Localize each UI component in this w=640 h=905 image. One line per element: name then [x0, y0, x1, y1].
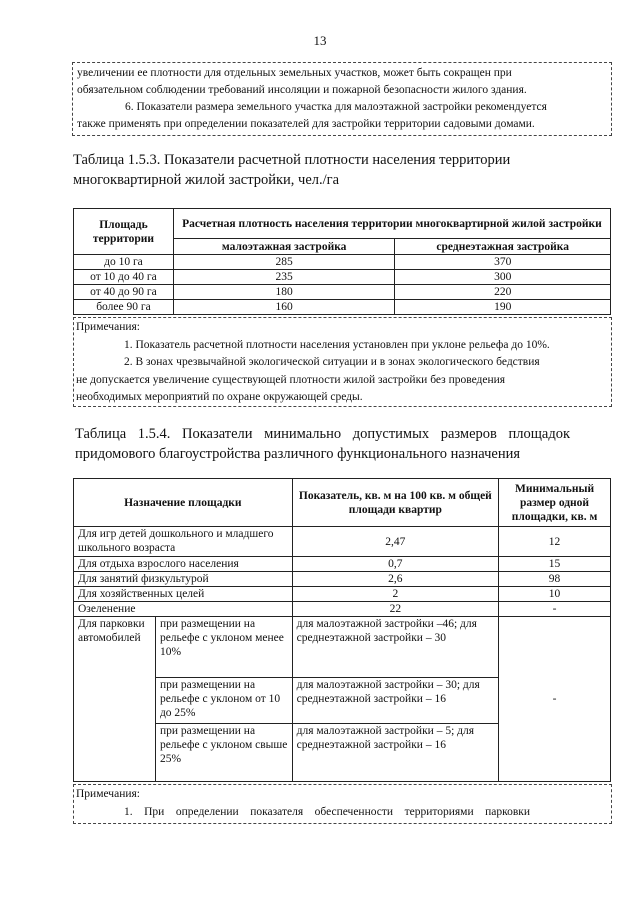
table-row [74, 602, 611, 617]
text-line: также применять при определении показателей для застройки территории садовыми домами. [77, 118, 535, 130]
cell-parking-min: - [499, 617, 611, 782]
table-row [74, 255, 611, 270]
page-number: 13 [313, 33, 327, 48]
table-row [74, 617, 611, 678]
caption-line: Таблица 1.5.4. Показатели минимально допустимых размеров площадок [75, 426, 571, 442]
caption-line: придомового благоустройства различного функционального назначения [75, 446, 521, 462]
notes-title: Примечания: [76, 321, 140, 333]
header-purpose: Назначение площадки [74, 479, 293, 527]
note-2-cont: необходимых мероприятий по охране окружающей среды. [76, 391, 363, 403]
table-row [74, 572, 611, 587]
cell-purpose: Для отдыха взрослого населения [74, 557, 293, 572]
notes-title: Примечания: [76, 788, 140, 800]
note-1: 1. Показатель расчетной плотности населения установлен при уклоне рельефа до 10%. [124, 338, 550, 351]
cell-mid: 300 [395, 270, 611, 285]
cell-min: 12 [499, 527, 611, 557]
cell-parking-condition: при размещении на рельефе с уклоном свыше 25% [155, 724, 292, 782]
table1-caption [73, 150, 613, 190]
note-2-cont: не допускается увеличение существующей плотности жилой застройки без проведения [76, 373, 506, 386]
cell-area: до 10 га [74, 255, 174, 270]
cell-mid: 190 [395, 300, 611, 315]
cell-parking-value: для малоэтажной застройки – 30; для среднеэтажной застройки – 16 [292, 678, 498, 724]
caption-line: многоквартирной жилой застройки, чел./га [73, 172, 340, 188]
header-min-size: Минимальный размер одной площадки, кв. м [499, 479, 611, 527]
table-row [74, 300, 611, 315]
cell-parking-condition: при размещении на рельефе с уклоном менее 10% [155, 617, 292, 678]
cell-parking-condition: при размещении на рельефе с уклоном от 10 до 25% [155, 678, 292, 724]
population-density-table [73, 208, 611, 315]
table-row [74, 587, 611, 602]
note-2: 2. В зонах чрезвычайной экологической ситуации и в зонах экологического бедствия [124, 356, 540, 368]
cell-low: 235 [173, 270, 395, 285]
header-density: Расчетная плотность населения территории многоквартирной жилой застройки [173, 209, 610, 239]
cell-indicator: 2,47 [292, 527, 498, 557]
header-mid-rise: среднеэтажная застройка [395, 239, 611, 255]
table-row [74, 527, 611, 557]
note-1: 1. При определении показателя обеспеченности территориями парковки [124, 805, 531, 818]
cell-low: 180 [173, 285, 395, 300]
header-low-rise: малоэтажная застройка [173, 239, 395, 255]
cell-mid: 220 [395, 285, 611, 300]
table2-caption [75, 424, 610, 464]
cell-area: от 10 до 40 га [74, 270, 174, 285]
cell-indicator: 22 [292, 602, 498, 617]
cell-low: 160 [173, 300, 395, 315]
cell-parking-value: для малоэтажной застройки – 5; для среднеэтажной застройки – 16 [292, 724, 498, 782]
header-area: Площадь территории [74, 209, 174, 255]
cell-parking-value: для малоэтажной застройки –46; для среднеэтажной застройки – 30 [292, 617, 498, 678]
playground-sizes-table [73, 478, 611, 782]
cell-mid: 370 [395, 255, 611, 270]
table-row [74, 557, 611, 572]
cell-min: - [499, 602, 611, 617]
table1-notes-box [73, 317, 612, 407]
caption-line: Таблица 1.5.3. Показатели расчетной плотности населения территории [73, 152, 511, 168]
cell-min: 98 [499, 572, 611, 587]
cell-purpose: Озеленение [74, 602, 293, 617]
header-indicator: Показатель, кв. м на 100 кв. м общей площади квартир [292, 479, 498, 527]
cell-low: 285 [173, 255, 395, 270]
cell-area: более 90 га [74, 300, 174, 315]
continuation-paragraph-box [72, 62, 612, 136]
cell-area: от 40 до 90 га [74, 285, 174, 300]
cell-parking-label: Для парковки автомобилей [74, 617, 156, 782]
text-line: обязательном соблюдении требований инсоляции и пожарной безопасности жилого здания. [77, 84, 527, 96]
cell-indicator: 0,7 [292, 557, 498, 572]
text-line: 6. Показатели размера земельного участка для малоэтажной застройки рекомендуется [125, 101, 547, 113]
table2-notes-box [73, 784, 612, 824]
table-row [74, 270, 611, 285]
cell-indicator: 2,6 [292, 572, 498, 587]
cell-purpose: Для занятий физкультурой [74, 572, 293, 587]
cell-purpose: Для игр детей дошкольного и младшего школьного возраста [74, 527, 293, 557]
cell-indicator: 2 [292, 587, 498, 602]
cell-min: 15 [499, 557, 611, 572]
cell-purpose: Для хозяйственных целей [74, 587, 293, 602]
table-row [74, 285, 611, 300]
text-line: увеличении ее плотности для отдельных земельных участков, может быть сокращен при [77, 67, 512, 79]
cell-min: 10 [499, 587, 611, 602]
